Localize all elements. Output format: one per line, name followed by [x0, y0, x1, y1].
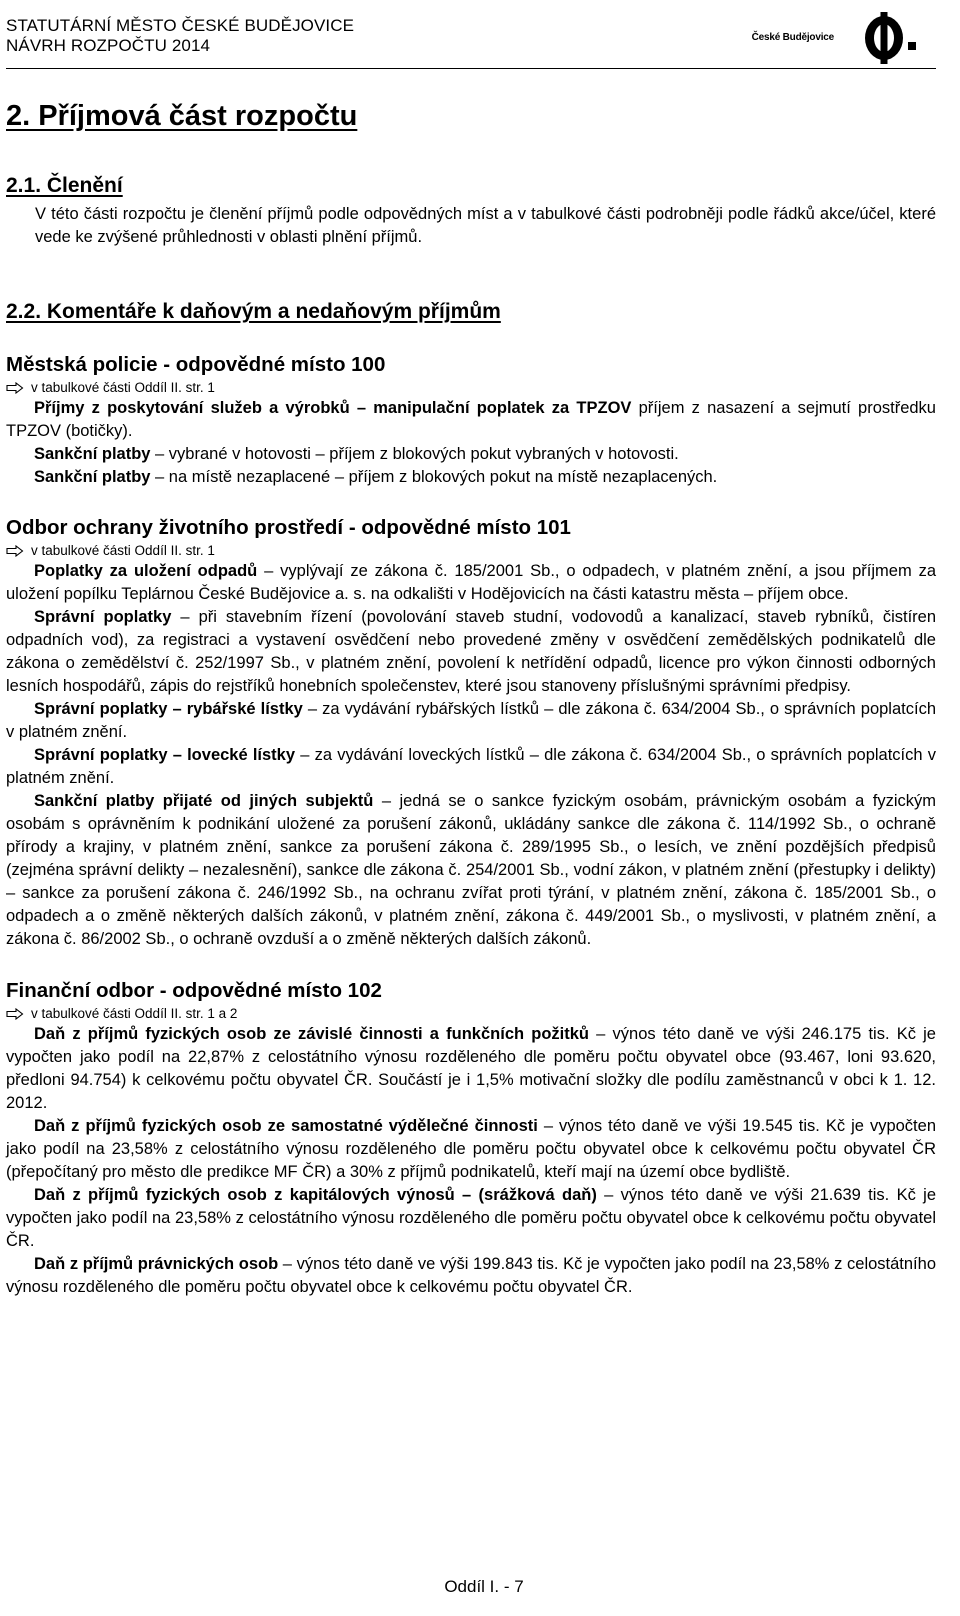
page-footer: Oddíl I. - 7 — [444, 1577, 524, 1596]
paragraph: Daň z příjmů fyzických osob ze závislé činnosti a funkčních požitků – výnos této daně ve výši 246.175 tis. Kč je vypočten jako podíl na 22,87% z celostátního výnosu rozděleného dle poměru počtu obyvatel obce (93.467, loni 93.620, předloni 94.754) k celkovému počtu obyvatel ČR. Součástí je i 1,5% motivační složky dle podílu zaměstnanců v obci k 1. 12. 2012. — [6, 1025, 936, 1112]
page-header — [6, 10, 936, 69]
paragraph: Daň z příjmů fyzických osob ze samostatné výdělečné činnosti – výnos této daně ve výši 19.545 tis. Kč je vypočten jako podíl na 23,58% z celostátního výnosu rozděleného dle poměru počtu obyvatel obce k celkovému počtu obyvatel ČR (přepočítaný pro město dle predikce MF ČR) a 30% z příjmů podnikatelů, kteří mají na území obce bydliště. — [6, 1117, 936, 1181]
table-reference: v tabulkové části Oddíl II. str. 1 — [6, 542, 936, 559]
paragraph: Správní poplatky – rybářské lístky – za vydávání rybářských lístků – dle zákona č. 634/2004 Sb., o správních poplatcích v platném znění. — [6, 700, 936, 741]
header-document-name: NÁVRH ROZPOČTU 2014 — [6, 36, 211, 55]
paragraph: Příjmy z poskytování služeb a výrobků – manipulační poplatek za TPZOV příjem z nasazení a sejmutí prostředku TPZOV (botičky). — [6, 399, 936, 440]
paragraph: Daň z příjmů právnických osob – výnos této daně ve výši 199.843 tis. Kč je vypočten jako podíl na 23,58% z celostátního výnosu rozděleného dle poměru počtu obyvatel obce k celkovému počtu obyvatel ČR. — [6, 1255, 936, 1296]
arrow-right-icon — [6, 382, 24, 394]
section-2-2-title: 2.2. Komentáře k daňovým a nedaňovým příjmům — [6, 300, 501, 323]
arrow-right-icon — [6, 1008, 24, 1020]
paragraph: Správní poplatky – lovecké lístky – za vydávání loveckých lístků – dle zákona č. 634/2004 Sb., o správních poplatcích v platném znění. — [6, 746, 936, 787]
paragraph: Sankční platby – na místě nezaplacené – příjem z blokových pokut na místě nezaplacených. — [34, 468, 718, 486]
paragraph: Správní poplatky – při stavebním řízení (povolování staveb studní, vodovodů a kanalizací, staveb rybníků, čistíren odpadních vod), za registraci a vystavení osvědčení nebo provedené změny v osvědčení zemědělských podnikatelů dle zákona o zemědělství č. 252/1997 Sb., v platném znění, povolení k netřídění odpadů, licence pro výkon činnosti odborných lesních hospodářů, zápis do rejstříků honebních společenstev, které jsou stanoveny příslušnými správními předpisy. — [6, 608, 936, 695]
city-emblem-icon — [850, 12, 926, 64]
table-reference: v tabulkové části Oddíl II. str. 1 — [6, 379, 936, 396]
section-2-1-title: 2.1. Členění — [6, 174, 123, 197]
section-title-fo: Finanční odbor - odpovědné místo 102 — [6, 979, 382, 1002]
header-text — [6, 16, 354, 56]
section-title-ozp: Odbor ochrany životního prostředí - odpovědné místo 101 — [6, 516, 571, 539]
paragraph: Daň z příjmů fyzických osob z kapitálových výnosů – (srážková daň) – výnos této daně ve výši 21.639 tis. Kč je vypočten jako podíl na 23,58% z celostátního výnosu rozděleného dle poměru počtu obyvatel obce k celkovému počtu obyvatel ČR. — [6, 1186, 936, 1250]
logo-text: České Budějovice — [751, 32, 834, 43]
paragraph: Sankční platby přijaté od jiných subjektů – jedná se o sankce fyzickým osobám, právnickým osobám a fyzickým osobám s oprávněním k podnikání uložené za porušení zákonů, ukládány sankce dle zákona č. 114/1992 Sb., o ochraně přírody a krajiny, v platném znění, sankce za porušení zákona č. 289/1995 Sb., o lesích, ve znění pozdějších předpisů (zejména správní delikty – nezalesnění), sankce dle zákona č. 254/2001 Sb., vodní zákon, v platném znění (přestupky i delikty) – sankce za porušení zákona č. 246/1992 Sb., na ochranu zvířat proti týrání, v platném znění, zákona č. 185/2001 Sb., o odpadech a o změně některých dalších zákonů, v platném znění, zákona č. 449/2001 Sb., o myslivosti, v platném znění, a zákona č. 86/2002 Sb., o ochraně ovzduší a o změně některých dalších zákonů. — [6, 792, 936, 948]
city-logo — [752, 12, 926, 64]
table-reference: v tabulkové části Oddíl II. str. 1 a 2 — [6, 1005, 936, 1022]
header-city: STATUTÁRNÍ MĚSTO ČESKÉ BUDĚJOVICE — [6, 16, 355, 35]
arrow-right-icon — [6, 545, 24, 557]
paragraph: Sankční platby – vybrané v hotovosti – příjem z blokových pokut vybraných v hotovosti. — [34, 445, 679, 463]
section-title-mp: Městská policie - odpovědné místo 100 — [6, 353, 386, 376]
paragraph: Poplatky za uložení odpadů – vyplývají ze zákona č. 185/2001 Sb., o odpadech, v platném znění, a jsou příjmem za uložení popílku Teplárnou České Budějovice a. s. na odkališti v Hodějovicích na části katastru města – příjem obce. — [6, 562, 936, 603]
section-2-1-text: V této části rozpočtu je členění příjmů podle odpovědných míst a v tabulkové části podrobněji podle řádků akce/účel, které vede ke zvýšené průhlednosti v oblasti plnění příjmů. — [35, 205, 936, 246]
page-title: 2. Příjmová část rozpočtu — [6, 100, 358, 132]
